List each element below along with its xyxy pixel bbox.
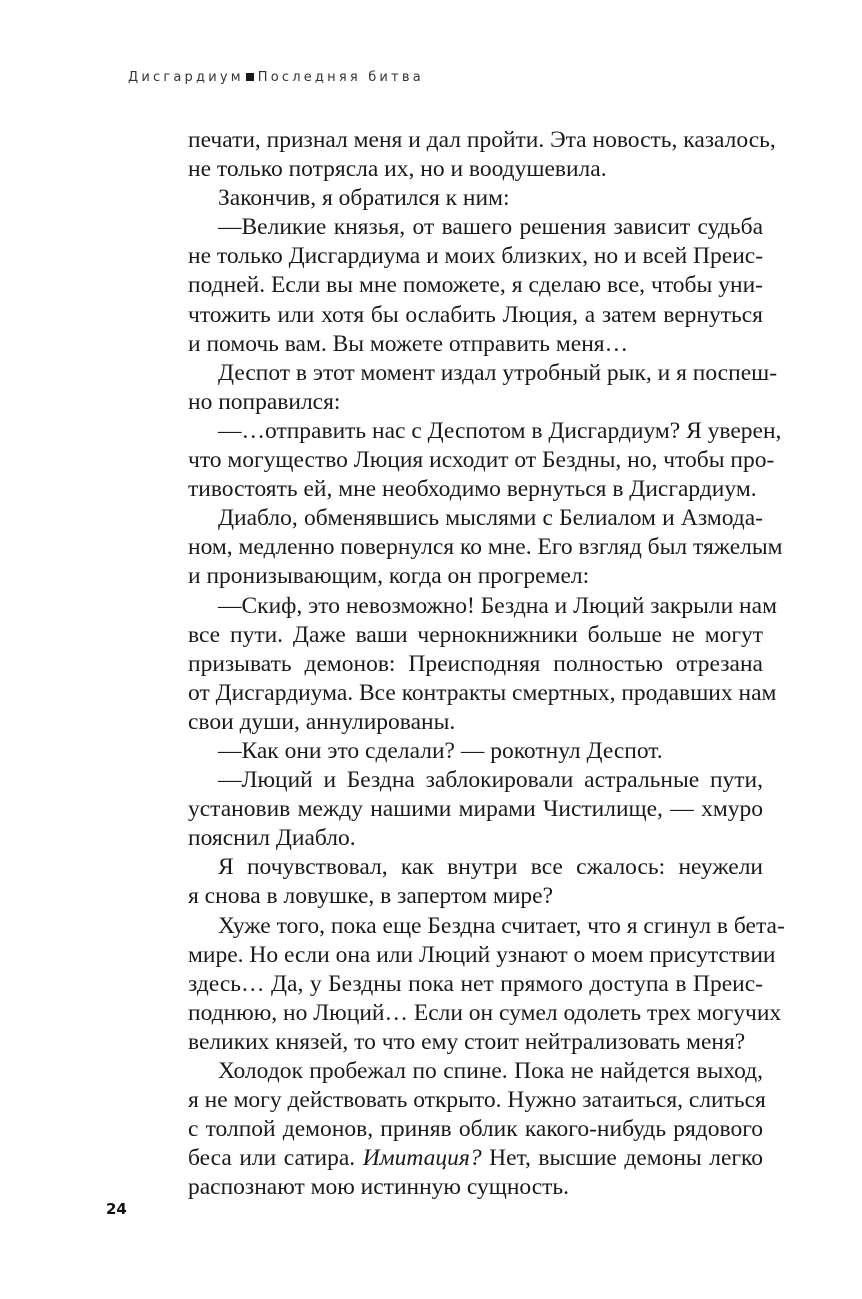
text-line: не только потрясла их, но и воодушевила. <box>188 156 607 183</box>
text-line: Хуже того, пока еще Бездна считает, что я сгинул в бета- <box>218 912 785 939</box>
text-line: что могущество Люция исходит от Бездны, но, чтобы про- <box>188 447 775 474</box>
text-line: мире. Но если она или Люций узнают о моем присутствии <box>188 941 776 968</box>
text-line: печати, признал меня и дал пройти. Эта новость, казалось, <box>188 127 776 153</box>
text-line: чтожить или хотя бы ослабить Люция, а затем вернуться <box>188 301 763 328</box>
text-line: —…отправить нас с Деспотом в Дисгардиум? Я уверен, <box>218 417 782 444</box>
text-line: не только Дисгардиума и моих близких, но и всей Преис- <box>188 243 764 270</box>
text-line: установив между нашими мирами Чистилище, — хмуро <box>188 796 763 823</box>
text-line: я не могу действовать открыто. Нужно затаиться, слиться <box>188 1087 766 1114</box>
text-line: подней. Если вы мне поможете, я сделаю все, чтобы уни- <box>188 272 763 299</box>
text-line: свои души, аннулированы. <box>188 708 456 735</box>
text-line: призывать демонов: Преисподняя полностью отрезана <box>188 650 763 677</box>
text-line: все пути. Даже ваши чернокнижники больше не могут <box>188 621 763 648</box>
text-line: распознают мою истинную сущность. <box>188 1174 570 1201</box>
book-title: Дисгардиум <box>128 70 244 85</box>
text-line: Деспот в этот момент издал утробный рык, и я поспеш- <box>218 359 778 386</box>
text-line: от Дисгардиума. Все контракты смертных, продавших нам <box>188 679 777 706</box>
text-line: ном, медленно повернулся ко мне. Его взгляд был тяжелым <box>188 534 783 561</box>
text-line: Диабло, обменявшись мыслями с Белиалом и Азмода- <box>218 505 763 532</box>
header-separator-square <box>246 73 254 81</box>
text-line: великих князей, то что ему стоит нейтрализовать меня? <box>188 1028 746 1055</box>
text-line: я снова в ловушке, в запертом мире? <box>188 883 554 910</box>
text-line: беса или сатира. Имитация? Нет, высшие демоны легко <box>188 1145 763 1172</box>
text-line: —Как они это сделали? — рокотнул Деспот. <box>218 737 663 764</box>
text-line: и пронизывающим, когда он прогремел: <box>188 563 590 590</box>
text-line: —Великие князья, от вашего решения зависит судьба <box>218 214 763 241</box>
text-line: —Скиф, это невозможно! Бездна и Люций закрыли нам <box>218 592 777 619</box>
text-line: Я почувствовал, как внутри все сжалось: неужели <box>218 854 763 881</box>
running-header <box>128 70 424 85</box>
text-line: Закончив, я обратился к ним: <box>218 185 510 212</box>
text-line: и помочь вам. Вы можете отправить меня… <box>188 330 629 357</box>
text-line: но поправился: <box>188 388 341 415</box>
text-line: здесь… Да, у Бездны пока нет прямого доступа в Преис- <box>188 970 763 997</box>
page-number: 24 <box>106 1200 127 1218</box>
text-line: тивостоять ей, мне необходимо вернуться в Дисгардиум. <box>188 476 757 503</box>
body-text <box>188 126 785 1202</box>
italic-term: Имитация? <box>362 1145 482 1172</box>
text-line: —Люций и Бездна заблокировали астральные пути, <box>218 767 763 794</box>
text-line: пояснил Диабло. <box>188 825 356 852</box>
text-line: поднюю, но Люций… Если он сумел одолеть трех могучих <box>188 999 782 1026</box>
text-line: Холодок пробежал по спине. Пока не найдется выход, <box>218 1058 763 1084</box>
book-subtitle: Последняя битва <box>257 70 424 85</box>
text-line: с толпой демонов, приняв облик какого-нибудь рядового <box>188 1116 763 1143</box>
